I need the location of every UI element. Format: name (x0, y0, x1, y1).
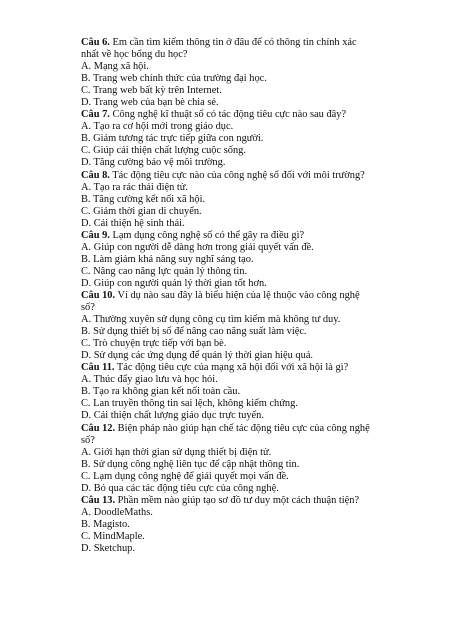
question-continuation (81, 435, 400, 447)
answer-option: A. Thường xuyên sử dụng công cụ tìm kiếm mà không tư duy. (81, 314, 341, 326)
answer-option: B. Giảm tương tác trực tiếp giữa con người. (81, 133, 264, 145)
answer-option: D. Trang web của bạn bè chia sẻ. (81, 97, 219, 109)
answer-option: B. Sử dụng thiết bị số để nâng cao năng suất làm việc. (81, 326, 307, 338)
question-block (81, 423, 400, 495)
answer-option: B. Sử dụng công nghệ liên tục để cập nhật thông tin. (81, 458, 300, 470)
question-text: Tác động tiêu cực của mạng xã hội đối với xã hội là gì? (114, 362, 349, 374)
answer-option: C. MindMaple. (81, 530, 145, 542)
answer-option: C. Nâng cao năng lực quản lý thông tin. (81, 265, 248, 277)
question-text: số? (81, 434, 95, 446)
question-block (81, 495, 400, 555)
answer-option: D. Sketchup. (81, 542, 135, 554)
question-text: Ví dụ nào sau đây là biểu hiện của lệ thuộc vào công nghệ (115, 289, 360, 301)
answer-option: D. Sử dụng các ứng dụng để quản lý thời gian hiệu quả. (81, 350, 314, 362)
question-text: Phần mềm nào giúp tạo sơ đồ tư duy một cách thuận tiện? (115, 494, 360, 506)
question-number: Câu 12. (81, 422, 116, 434)
question-block (81, 37, 400, 109)
question-line (81, 423, 400, 435)
question-line (81, 290, 400, 302)
question-continuation (81, 302, 400, 314)
question-text: Lạm dụng công nghệ số có thể gây ra điều gì? (109, 229, 305, 241)
question-number: Câu 9. (81, 229, 110, 241)
answer-option: A. DoodleMaths. (81, 506, 153, 518)
question-continuation (81, 49, 400, 61)
answer-option: C. Lan truyền thông tin sai lệch, không kiểm chứng. (81, 398, 298, 410)
question-line (81, 170, 400, 182)
question-line (81, 362, 400, 374)
answer-option: A. Thúc đẩy giao lưu và học hỏi. (81, 374, 218, 386)
answer-option: C. Giúp cải thiện chất lượng cuộc sống. (81, 145, 246, 157)
question-text: Biện pháp nào giúp hạn chế tác động tiêu cực của công nghệ (115, 422, 370, 434)
question-number: Câu 8. (81, 169, 110, 181)
question-text: số? (81, 302, 95, 314)
question-text: nhất về học bổng du học? (81, 49, 188, 61)
answer-option: D. Giúp con người quản lý thời gian tốt hơn. (81, 277, 267, 289)
question-number: Câu 13. (81, 494, 116, 506)
question-number: Câu 11. (81, 362, 115, 374)
question-line (81, 37, 400, 49)
answer-option: A. Tạo ra rác thải điện tử. (81, 181, 188, 193)
answer-option: C. Trang web bất kỳ trên Internet. (81, 85, 222, 97)
question-number: Câu 6. (81, 37, 110, 48)
question-block (81, 362, 400, 422)
question-block (81, 170, 400, 230)
answer-option: A. Giới hạn thời gian sử dụng thiết bị điện tử. (81, 446, 272, 458)
answer-option: B. Trang web chính thức của trường đại học. (81, 73, 267, 85)
answer-option: C. Giảm thời gian di chuyển. (81, 205, 202, 217)
question-block (81, 109, 400, 169)
question-text: Tác động tiêu cực nào của công nghệ số đối với môi trường? (109, 169, 365, 181)
answer-option: B. Tạo ra không gian kết nối toàn cầu. (81, 386, 241, 398)
question-line (81, 109, 400, 121)
answer-option: A. Mạng xã hội. (81, 61, 149, 73)
answer-option: B. Magisto. (81, 518, 130, 530)
answer-option: C. Lạm dụng công nghệ để giải quyết mọi vấn đề. (81, 470, 289, 482)
question-number: Câu 7. (81, 109, 110, 121)
answer-option: D. Cải thiện hệ sinh thái. (81, 217, 185, 229)
question-line (81, 495, 400, 507)
answer-option: D. Tăng cường bảo vệ môi trường. (81, 157, 226, 169)
answer-option: A. Giúp con người dễ dàng hơn trong giải quyết vấn đề. (81, 241, 314, 253)
question-text: Công nghệ kĩ thuật số có tác động tiêu cực nào sau đây? (109, 109, 347, 121)
question-line (81, 230, 400, 242)
answer-option: B. Tăng cường kết nối xã hội. (81, 193, 206, 205)
question-text: Em cần tìm kiếm thông tin ở đâu để có thông tin chính xác (109, 37, 357, 48)
question-block (81, 230, 400, 290)
answer-option: D. Bỏ qua các tác động tiêu cực của công nghệ. (81, 482, 279, 494)
answer-option: A. Tạo ra cơ hội mới trong giáo dục. (81, 121, 234, 133)
answer-option: B. Làm giảm khả năng suy nghĩ sáng tạo. (81, 253, 254, 265)
answer-option: D. Cải thiện chất lượng giáo dục trực tuyến. (81, 410, 264, 422)
question-number: Câu 10. (81, 289, 116, 301)
answer-option: C. Trò chuyện trực tiếp với bạn bè. (81, 338, 227, 350)
question-block (81, 290, 400, 362)
